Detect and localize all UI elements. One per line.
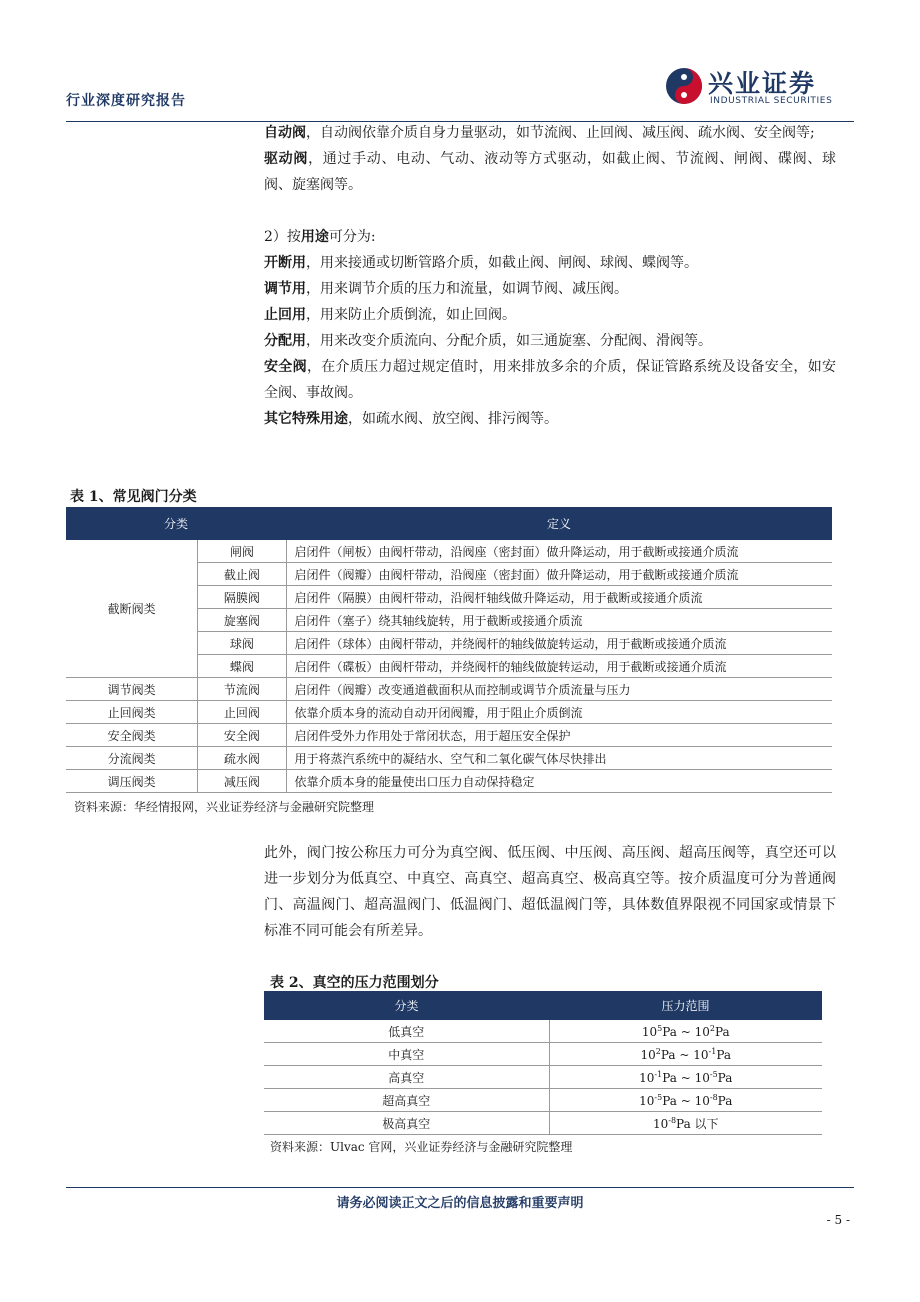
category-cell: 低真空 — [264, 1020, 549, 1043]
term-desc: ，自动阀依靠介质自身力量驱动，如节流阀、止回阀、减压阀、疏水阀、安全阀等; — [306, 125, 815, 141]
header-category: 分类 — [264, 991, 549, 1020]
category-cell: 超高真空 — [264, 1089, 549, 1112]
definition-cell: 用于将蒸汽系统中的凝结水、空气和二氧化碳气体尽快排出 — [286, 747, 832, 770]
section1-item — [264, 120, 836, 146]
definition-cell: 启闭件（碟板）由阀杆带动，并绕阀杆的轴线做旋转运动，用于截断或接通介质流 — [286, 655, 832, 678]
type-cell: 旋塞阀 — [198, 609, 286, 632]
pressure-temperature-text — [264, 840, 836, 944]
definition-cell: 启闭件（阀瓣）由阀杆带动，沿阀座（密封面）做升降运动，用于截断或接通介质流 — [286, 563, 832, 586]
header-pressure-range: 压力范围 — [549, 991, 822, 1020]
report-type: 行业深度研究报告 — [66, 93, 186, 109]
definition-cell: 启闭件（球体）由阀杆带动，并绕阀杆的轴线做旋转运动，用于截断或接通介质流 — [286, 632, 832, 655]
logo-english-name: INDUSTRIAL SECURITIES — [710, 96, 833, 106]
category-cell: 中真空 — [264, 1043, 549, 1066]
type-cell: 截止阀 — [198, 563, 286, 586]
table-row — [66, 747, 832, 770]
table-row — [264, 1112, 822, 1135]
table-row — [66, 724, 832, 747]
section2-item: 分配用，用来改变介质流向、分配介质，如三通旋塞、分配阀、滑阀等。 — [264, 333, 712, 349]
header-definition: 定义 — [286, 507, 832, 540]
category-cell: 极高真空 — [264, 1112, 549, 1135]
section2-item: 其它特殊用途，如疏水阀、放空阀、排污阀等。 — [264, 411, 558, 427]
table-row — [264, 1020, 822, 1043]
type-cell: 减压阀 — [198, 770, 286, 793]
pressure-cell: $10^2Pa$ ~ $10^{-1}Pa$ — [549, 1043, 822, 1066]
section2-item: 开断用，用来接通或切断管路介质，如截止阀、闸阀、球阀、蝶阀等。 — [264, 255, 698, 271]
section2-item: 安全阀，在介质压力超过规定值时，用来排放多余的介质，保证管路系统及设备安全，如安全阀、事故阀。 — [264, 359, 837, 401]
category-cell: 截断阀类 — [66, 540, 198, 678]
paragraph: 此外，阀门按公称压力可分为真空阀、低压阀、中压阀、高压阀、超高压阀等，真空还可以进一步划分为低真空、中真空、高真空、超高真空、极高真空等。按介质温度可分为普通阀门、高温阀门、超高温阀门、低温阀门、超低温阀门等，具体数值界限视不同国家或情景下标准不同可能会有所差异。 — [264, 845, 836, 939]
type-cell: 安全阀 — [198, 724, 286, 747]
definition-cell: 启闭件受外力作用处于常闭状态，用于超压安全保护 — [286, 724, 832, 747]
type-cell: 蝶阀 — [198, 655, 286, 678]
company-logo — [664, 62, 854, 110]
table-row — [66, 678, 832, 701]
pressure-cell: $10^5Pa$ ~ $10^2Pa$ — [549, 1020, 822, 1043]
table2-caption: 表 2、真空的压力范围划分 — [270, 975, 439, 991]
type-cell: 止回阀 — [198, 701, 286, 724]
category-cell: 分流阀类 — [66, 747, 198, 770]
category-cell: 调节阀类 — [66, 678, 198, 701]
section2-intro: 2）按用途可分为: — [264, 229, 376, 245]
table-row — [264, 1043, 822, 1066]
definition-cell: 依靠介质本身的流动自动开闭阀瓣，用于阻止介质倒流 — [286, 701, 832, 724]
term-desc: ，通过手动、电动、气动、液动等方式驱动，如截止阀、节流阀、闸阀、碟阀、球阀、旋塞阀等。 — [264, 151, 837, 193]
valve-classification-table — [66, 507, 832, 793]
section2-item: 调节用，用来调节介质的压力和流量，如调节阀、减压阀。 — [264, 281, 628, 297]
definition-cell: 启闭件（阀瓣）改变通道截面积从而控制或调节介质流量与压力 — [286, 678, 832, 701]
category-cell: 止回阀类 — [66, 701, 198, 724]
section2-item: 止回用，用来防止介质倒流，如止回阀。 — [264, 307, 516, 323]
table1-source: 资料来源：华经情报网，兴业证券经济与金融研究院整理 — [74, 800, 375, 814]
term-driven-valve: 驱动阀 — [264, 151, 309, 167]
table-header-row — [264, 991, 822, 1020]
pressure-cell: $10^{-8}Pa$ 以下 — [549, 1112, 822, 1135]
definition-cell: 依靠介质本身的能量使出口压力自动保持稳定 — [286, 770, 832, 793]
table-row — [264, 1066, 822, 1089]
pressure-cell: $10^{-5}Pa$ ~ $10^{-8}Pa$ — [549, 1089, 822, 1112]
pressure-cell: $10^{-1}Pa$ ~ $10^{-5}Pa$ — [549, 1066, 822, 1089]
table-row — [66, 701, 832, 724]
table-row — [264, 1089, 822, 1112]
type-cell: 闸阀 — [198, 540, 286, 563]
type-cell: 球阀 — [198, 632, 286, 655]
table1-caption: 表 1、常见阀门分类 — [70, 489, 197, 505]
category-cell: 高真空 — [264, 1066, 549, 1089]
footer-divider — [66, 1187, 854, 1188]
definition-cell: 启闭件（闸板）由阀杆带动，沿阀座（密封面）做升降运动，用于截断或接通介质流 — [286, 540, 832, 563]
logo-chinese-name: 兴业证券 — [708, 69, 817, 98]
disclaimer-notice: 请务必阅读正文之后的信息披露和重要声明 — [336, 1196, 584, 1211]
type-cell: 疏水阀 — [198, 747, 286, 770]
table-header-row — [66, 507, 832, 540]
definition-cell: 启闭件（塞子）绕其轴线旋转，用于截断或接通介质流 — [286, 609, 832, 632]
table-row — [66, 770, 832, 793]
table2-source: 资料来源：Ulvac 官网，兴业证券经济与金融研究院整理 — [270, 1140, 573, 1154]
classification-text — [264, 120, 836, 432]
definition-cell: 启闭件（隔膜）由阀杆带动，沿阀杆轴线做升降运动，用于截断或接通介质流 — [286, 586, 832, 609]
section1-item — [264, 146, 836, 198]
category-cell: 安全阀类 — [66, 724, 198, 747]
type-cell: 隔膜阀 — [198, 586, 286, 609]
table-row — [66, 540, 832, 563]
logo-mark-icon — [664, 66, 704, 106]
type-cell: 节流阀 — [198, 678, 286, 701]
page-number: - 5 - — [826, 1213, 850, 1227]
vacuum-pressure-table — [264, 991, 822, 1135]
category-cell: 调压阀类 — [66, 770, 198, 793]
header-category: 分类 — [66, 507, 286, 540]
term-automatic-valve: 自动阀 — [264, 125, 306, 141]
